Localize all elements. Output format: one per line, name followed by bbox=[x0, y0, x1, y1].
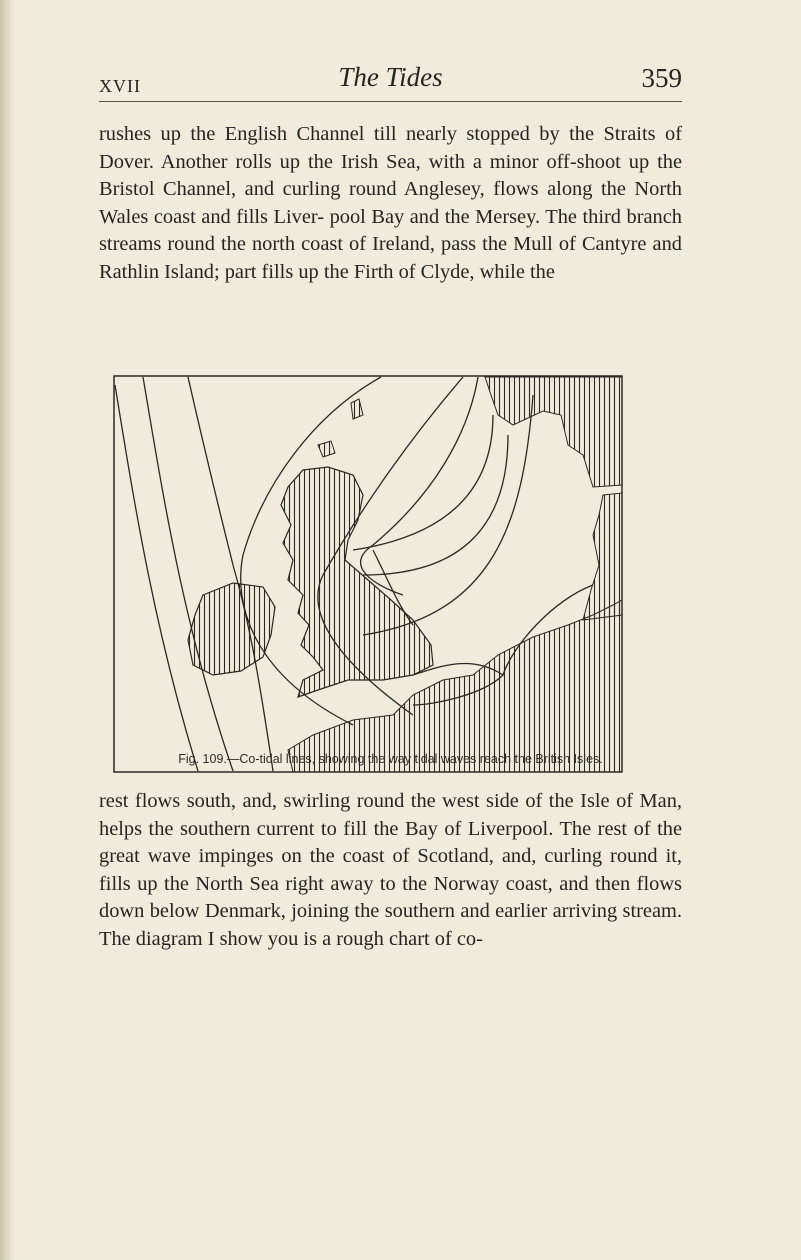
cotidal-map-figure bbox=[113, 375, 623, 773]
cotidal-line-7 bbox=[353, 415, 493, 550]
running-title: The Tides bbox=[338, 62, 443, 92]
book-spine-shadow bbox=[0, 0, 14, 1260]
ireland-land bbox=[188, 583, 275, 675]
chapter-number: XVII bbox=[99, 76, 141, 96]
cotidal-line-1 bbox=[115, 385, 198, 771]
figure-caption: Fig. 109.—Co-tidal lines, showing the way tidal waves reach the British Isles. bbox=[178, 752, 603, 766]
page-number: 359 bbox=[641, 63, 682, 93]
paragraph-1: rushes up the English Channel till nearly stopped by the Straits of Dover. Another rolls up the Irish Sea, with a minor off-shoot up the Bristol Channel, and curling round Anglesey, flows along the North Wales coast and fills Liver- pool Bay and the Mersey. The third branch streams round the north coast of Ireland, pass the Mull of Cantyre and Rathlin Island; part fills up the Firth of Clyde, while the bbox=[99, 123, 682, 283]
denmark-land bbox=[583, 493, 622, 620]
paragraph-2: rest flows south, and, swirling round the west side of the Isle of Man, helps the southern current to fill the Bay of Liverpool. The rest of the great wave impinges on the coast of Scotland, and, curling round it, fills up the North Sea right away to the Norway coast, and then flows down below Denmark, joining the southern and earlier arriving stream. The diagram I show you is a rough chart of co- bbox=[99, 790, 682, 950]
great-britain-land bbox=[281, 467, 433, 697]
cotidal-line-2 bbox=[143, 377, 233, 771]
page-header bbox=[99, 62, 682, 102]
shetland-islands bbox=[351, 399, 363, 419]
cotidal-line-3 bbox=[188, 377, 273, 771]
header-rule bbox=[99, 101, 682, 102]
cotidal-map bbox=[113, 375, 623, 773]
cotidal-line-8 bbox=[363, 435, 508, 575]
orkney-islands bbox=[318, 441, 335, 457]
